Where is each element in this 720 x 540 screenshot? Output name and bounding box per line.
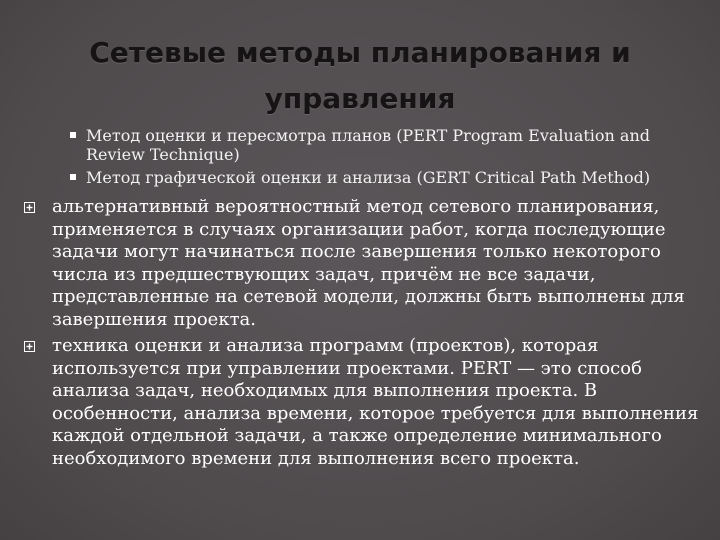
boxed-cross-bullet-icon — [24, 202, 35, 213]
boxed-cross-bullet-icon — [24, 341, 35, 352]
sub-bullet-list — [70, 126, 690, 191]
main-item-text: техника оценки и анализа программ (проектов), которая используется при управлении проектами. PERT — это способ анализа задач, необходимых для выполнения проекта. В особенности, анализа времени, которое требуется для выполнения каждой отдельной задачи, а также определение минимального необходимого времени для выполнения всего проекта. — [52, 335, 699, 469]
main-bullet-list — [20, 196, 710, 474]
slide-title: Сетевые методы планирования и управления — [89, 36, 631, 115]
sub-list-item — [70, 126, 690, 164]
sub-list-item — [70, 168, 690, 187]
main-list-item — [20, 196, 710, 331]
main-item-text: альтернативный вероятностный метод сетевого планирования, применяется в случаях организации работ, когда последующие задачи могут начинаться после завершения только некоторого числа из предшествующих задач, причём не все задачи, представленные на сетевой модели, должны быть выполнены для завершения проекта. — [52, 196, 685, 330]
main-list-item — [20, 335, 710, 470]
square-bullet-icon — [70, 174, 76, 180]
sub-item-text: Метод оценки и пересмотра планов (PERT Program Evaluation and Review Technique) — [86, 126, 651, 164]
sub-item-text: Метод графической оценки и анализа (GERT Critical Path Method) — [86, 168, 651, 187]
square-bullet-icon — [70, 132, 76, 138]
